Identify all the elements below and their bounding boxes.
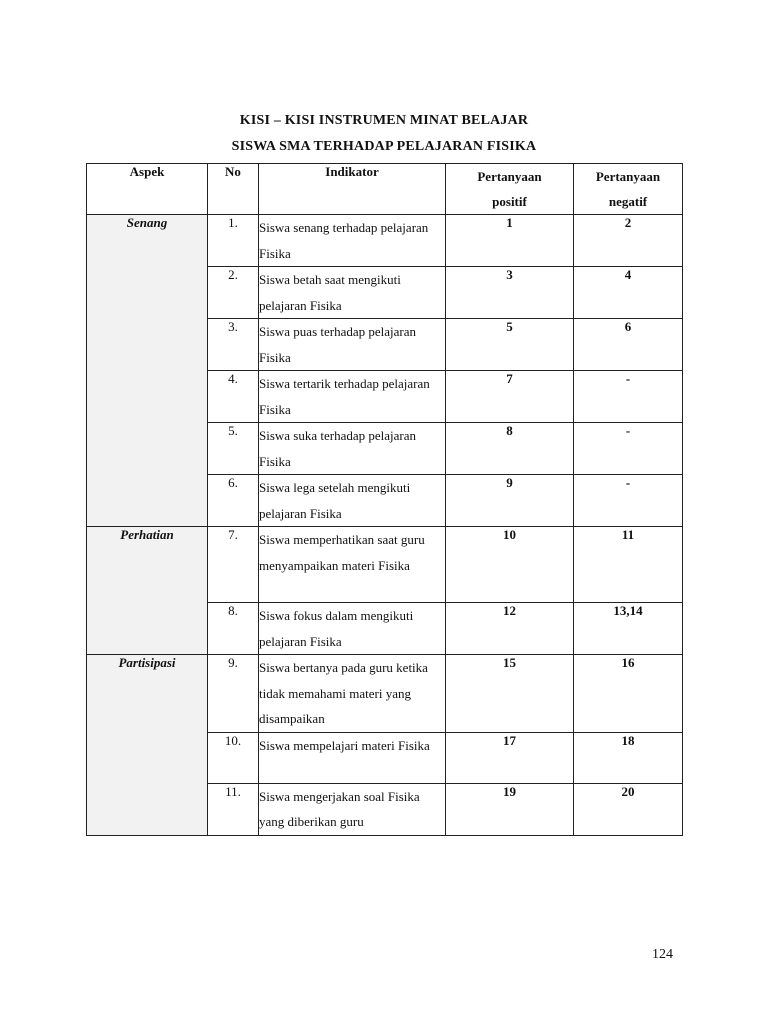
document-title-line-1: KISI – KISI INSTRUMEN MINAT BELAJAR [239, 113, 529, 128]
header-negatif-line-1: Pertanyaan [595, 169, 661, 184]
header-positif-line-1: Pertanyaan [477, 169, 542, 184]
row-no: 6. [208, 475, 259, 527]
row-indikator: Siswa mengerjakan soal Fisika yang diberikan guru [259, 783, 446, 835]
row-positif: 17 [446, 732, 574, 783]
table-header-row [87, 164, 683, 215]
row-negatif: 2 [574, 215, 683, 267]
row-indikator: Siswa lega setelah mengikuti pelajaran Fisika [259, 475, 446, 527]
row-positif: 9 [446, 475, 574, 527]
kisi-instrument-table [86, 163, 683, 836]
row-negatif: 16 [574, 655, 683, 733]
header-indikator: Indikator [259, 164, 446, 215]
aspect-perhatian: Perhatian [87, 527, 208, 655]
row-no: 10. [208, 732, 259, 783]
header-pertanyaan-negatif [574, 164, 683, 215]
document-title-line-2: SISWA SMA TERHADAP PELAJARAN FISIKA [231, 139, 537, 154]
row-indikator: Siswa betah saat mengikuti pelajaran Fisika [259, 267, 446, 319]
aspect-partisipasi: Partisipasi [87, 655, 208, 836]
row-negatif: 4 [574, 267, 683, 319]
row-positif: 1 [446, 215, 574, 267]
row-no: 7. [208, 527, 259, 603]
row-no: 4. [208, 371, 259, 423]
row-negatif: 6 [574, 319, 683, 371]
row-positif: 15 [446, 655, 574, 733]
row-indikator: Siswa senang terhadap pelajaran Fisika [259, 215, 446, 267]
row-indikator: Siswa tertarik terhadap pelajaran Fisika [259, 371, 446, 423]
row-no: 11. [208, 783, 259, 835]
row-negatif: - [574, 475, 683, 527]
header-aspek: Aspek [87, 164, 208, 215]
row-negatif: 13,14 [574, 603, 683, 655]
row-no: 5. [208, 423, 259, 475]
table-row [87, 215, 683, 267]
header-negatif-line-2: negatif [608, 194, 648, 209]
row-negatif: - [574, 371, 683, 423]
row-no: 3. [208, 319, 259, 371]
row-negatif: - [574, 423, 683, 475]
row-negatif: 20 [574, 783, 683, 835]
row-indikator: Siswa memperhatikan saat guru menyampaikan materi Fisika [259, 527, 446, 603]
row-positif: 8 [446, 423, 574, 475]
page-number: 124 [652, 947, 673, 962]
header-no: No [208, 164, 259, 215]
row-negatif: 11 [574, 527, 683, 603]
row-no: 8. [208, 603, 259, 655]
row-positif: 5 [446, 319, 574, 371]
row-positif: 7 [446, 371, 574, 423]
row-no: 2. [208, 267, 259, 319]
row-indikator: Siswa suka terhadap pelajaran Fisika [259, 423, 446, 475]
row-positif: 3 [446, 267, 574, 319]
row-no: 1. [208, 215, 259, 267]
table-row [87, 527, 683, 603]
table-row [87, 655, 683, 733]
header-positif-line-2: positif [492, 194, 527, 209]
row-indikator: Siswa fokus dalam mengikuti pelajaran Fisika [259, 603, 446, 655]
row-negatif: 18 [574, 732, 683, 783]
row-no: 9. [208, 655, 259, 733]
row-positif: 19 [446, 783, 574, 835]
row-indikator: Siswa puas terhadap pelajaran Fisika [259, 319, 446, 371]
row-positif: 12 [446, 603, 574, 655]
row-indikator: Siswa bertanya pada guru ketika tidak memahami materi yang disampaikan [259, 655, 446, 733]
row-indikator: Siswa mempelajari materi Fisika [259, 732, 446, 783]
aspect-senang: Senang [87, 215, 208, 527]
row-positif: 10 [446, 527, 574, 603]
header-pertanyaan-positif [446, 164, 574, 215]
